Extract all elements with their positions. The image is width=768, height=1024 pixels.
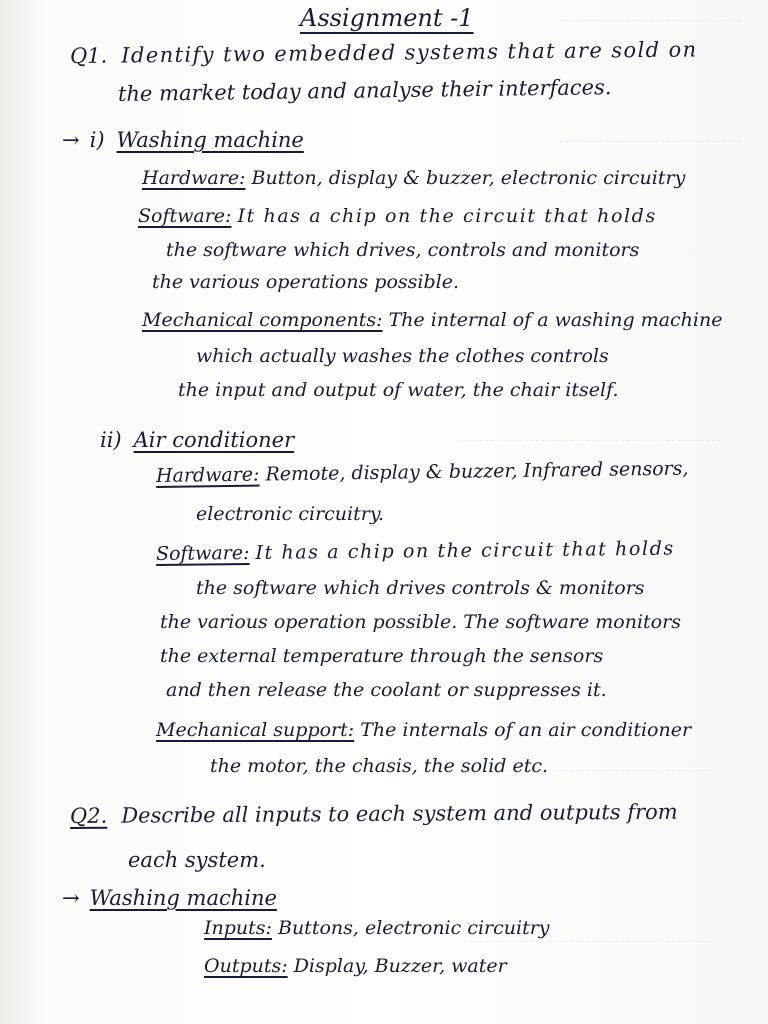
item-heading: Air conditioner (133, 428, 295, 452)
q1-line-2: the market today and analyse their interfaces. (117, 75, 612, 106)
hardware-line (142, 164, 685, 192)
software-line-1 (156, 535, 675, 568)
hardware-text: Button, display & buzzer, electronic circuitry (251, 167, 686, 189)
software-line-2: the software which drives controls & monitors (196, 577, 645, 599)
page-title: Assignment -1 (300, 4, 474, 32)
mech-line-1 (142, 306, 722, 334)
q2-text-1: Describe all inputs to each system and outputs from (121, 799, 678, 828)
outputs-text: Display, Buzzer, water (293, 955, 507, 977)
item-heading: Washing machine (89, 886, 277, 910)
q2-label: Q2. (69, 803, 108, 828)
q2-item1-heading-line (62, 884, 277, 912)
mech-line-2: which actually washes the clothes controls (196, 345, 609, 367)
mech-line-3: the input and output of water, the chair itself. (178, 379, 619, 401)
item-number: i) (89, 128, 105, 152)
mech-text: The internals of an air conditioner (360, 719, 692, 741)
item-heading: Washing machine (116, 128, 304, 152)
software-label: Software: (155, 542, 250, 565)
q2-line-1 (70, 798, 678, 830)
q1-label: Q1. (69, 43, 108, 68)
q1-item2-heading-line (100, 426, 294, 454)
software-line-1 (138, 202, 657, 230)
q1-item1-heading-line (62, 126, 304, 154)
mech-line-1 (156, 716, 691, 744)
hardware-text: Remote, display & buzzer, Infrared sensors, (265, 457, 689, 486)
software-label: Software: (138, 205, 232, 227)
arrow-icon: → (62, 128, 80, 152)
software-text: It has a chip on the circuit that holds (237, 205, 657, 227)
mech-line-2: the motor, the chasis, the solid etc. (210, 755, 549, 777)
outputs-line (204, 952, 507, 980)
software-text: It has a chip on the circuit that holds (255, 537, 675, 564)
arrow-icon: → (62, 886, 80, 910)
q2-line-2: each system. (128, 848, 266, 872)
item-number: ii) (100, 428, 122, 452)
q1-text-1: Identify two embedded systems that are sold on (121, 37, 698, 68)
mech-label: Mechanical support: (156, 719, 355, 741)
mech-text: The internal of a washing machine (388, 309, 723, 331)
inputs-text: Buttons, electronic circuitry (277, 917, 550, 939)
software-line-2: the software which drives, controls and monitors (166, 239, 640, 261)
mech-label: Mechanical components: (142, 309, 383, 331)
software-line-5: and then release the coolant or suppresses it. (166, 679, 607, 701)
software-line-3: the various operations possible. (152, 271, 459, 293)
software-line-4: the external temperature through the sensors (160, 645, 604, 667)
outputs-label: Outputs: (204, 955, 288, 977)
inputs-label: Inputs: (204, 917, 272, 939)
inputs-line (204, 914, 550, 942)
software-line-3: the various operation possible. The software monitors (160, 611, 681, 633)
hardware-label: Hardware: (155, 463, 260, 487)
hardware-label: Hardware: (142, 167, 246, 189)
hardware-line-2: electronic circuitry. (196, 503, 385, 525)
